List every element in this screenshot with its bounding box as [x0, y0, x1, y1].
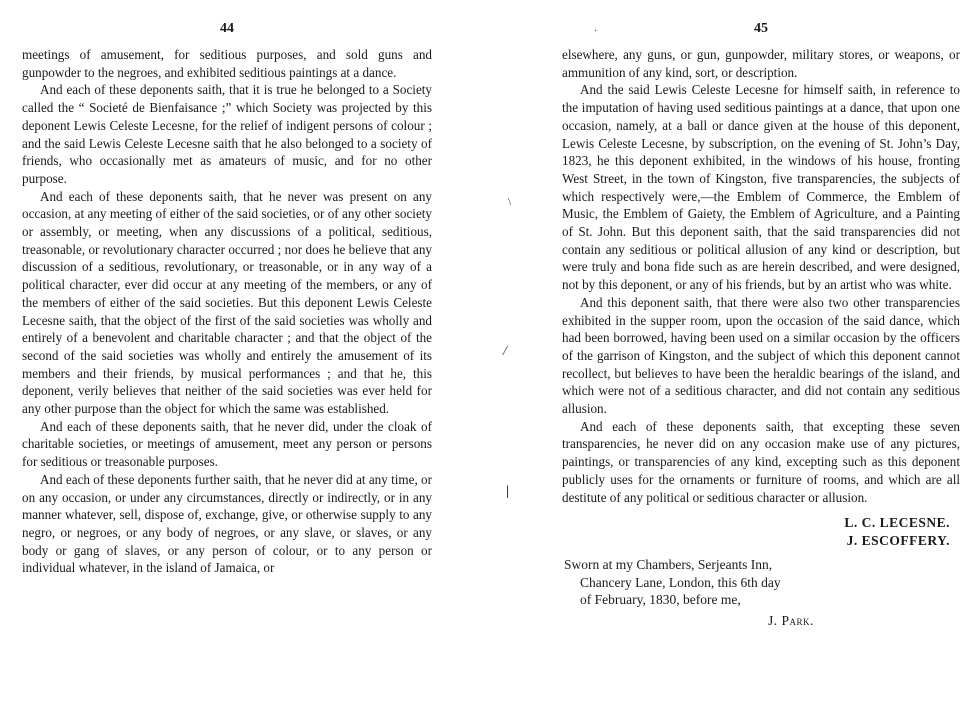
- commissioner-name: J. Park.: [768, 612, 814, 628]
- right-page: [562, 0, 960, 705]
- signature-block: [562, 514, 960, 550]
- signature-escoffery: J. ESCOFFERY.: [846, 533, 950, 549]
- paragraph: And the said Lewis Celeste Lecesne for himself saith, in reference to the imputation of having used seditious paintings at a dance, that upon one occasion, namely, at a ball or dance given at the house of this deponent, Lewis Celeste Lecesne, by subscription, on the evening of St. John’s Day, 1823, he this deponent exhibited, in the windows of his house, fronting West Street, in the town of Kingston, five transparencies, the subjects of which respectively were,—the Emblem of Commerce, the Emblem of Music, the Emblem of Gaiety, the Emblem of Agriculture, and a Painting of St. John. But this deponent saith, that the said transparencies did not contain any seditious or political allusion of any kind or description, but were truly and bona fide such as are herein described, and were designed, not by this deponent, or any of his friends, but by an artist who was white.: [562, 82, 960, 293]
- gutter-mark: \: [508, 196, 512, 208]
- page-number: 45: [754, 21, 768, 36]
- sworn-line: Sworn at my Chambers, Serjeants Inn,: [564, 557, 773, 573]
- paragraph: And each of these deponents saith, that it is true he belonged to a Society called the “ Societé de Bienfaisance ;” which Society was projected by this deponent Lewis Celeste Lecesne, for the relief of indigent persons of colour ; and the said Lewis Celeste Lecesne saith that he also belonged to a society of friends, who occasionally met as amateurs of music, and for no other purpose.: [22, 82, 432, 186]
- page-number: 44: [220, 21, 234, 36]
- sworn-line: Chancery Lane, London, this 6th day: [580, 574, 781, 590]
- paragraph: And this deponent saith, that there were also two other transparencies exhibited in the supper room, upon the occasion of the said dance, which had been borrowed, having been used on a similar occasion by the officers of the garrison of Kingston, and the subject of which this deponent cannot recollect, but believes to have been the heraldic bearings of the island, and which were not of a seditious character, and did not contain any seditious allusion.: [562, 294, 960, 417]
- left-page: [22, 0, 432, 705]
- paragraph: And each of these deponents saith, that excepting these seven transparencies, he never did on any occasion make use of any pictures, paintings, or transparencies of any kind, excepting such as this deponent publicly uses for the ornaments or furniture of rooms, and which are all destitute of any political or seditious character or allusion.: [562, 418, 960, 505]
- signature-lecesne: L. C. LECESNE.: [844, 515, 950, 531]
- gutter-mark: |: [506, 484, 510, 499]
- paragraph: meetings of amusement, for seditious purposes, and sold guns and gunpowder to the negroes, and exhibited seditious paintings at a dance.: [22, 47, 432, 80]
- page-body: [22, 46, 432, 577]
- page-body: [562, 46, 960, 506]
- paragraph: And each of these deponents further saith, that he never did at any time, or on any occasion, or under any circumstances, directly or indirectly, or in any manner whatever, sell, dispose of, exchange, give, or otherwise supply to any negro, or negroes, or any body of negroes, or any slave, or slaves, or any body or gang of slaves, or any person of colour, or to any person or individual whatever, in the island of Jamaica, or: [22, 471, 432, 576]
- sworn-line: of February, 1830, before me,: [580, 592, 741, 608]
- sworn-statement: [562, 556, 960, 609]
- page-dot: .: [594, 20, 597, 34]
- paragraph: And each of these deponents saith, that he never did, under the cloak of charitable societies, or meetings of amusement, meet any person or persons for seditious or treasonable purposes.: [22, 418, 432, 470]
- paragraph: And each of these deponents saith, that he never was present on any occasion, at any meeting of either of the said societies, or of any other society or assembly, or meeting, when any discussions of a political, seditious, treasonable, or revolutionary character occurred ; nor does he believe that any discussion of a seditious, revolutionary, or treasonable, or in any way of a political character, ever did occur at any meeting of the members, or any of the members of either of the said societies. But this deponent Lewis Celeste Lecesne saith, that the object of the first of the said societies was wholly and entirely of a benevolent and charitable character ; and that the object of the second of the said societies was wholly and entirely the amusement of its members and their friends, by musical performances ; and that he, this deponent, verily believes that neither of the said societies was ever held for any other purpose than the object for which the same was established.: [22, 188, 432, 417]
- paragraph: elsewhere, any guns, or gun, gunpowder, military stores, or weapons, or ammunition of any kind, sort, or description.: [562, 47, 960, 80]
- gutter-mark: /: [503, 344, 507, 359]
